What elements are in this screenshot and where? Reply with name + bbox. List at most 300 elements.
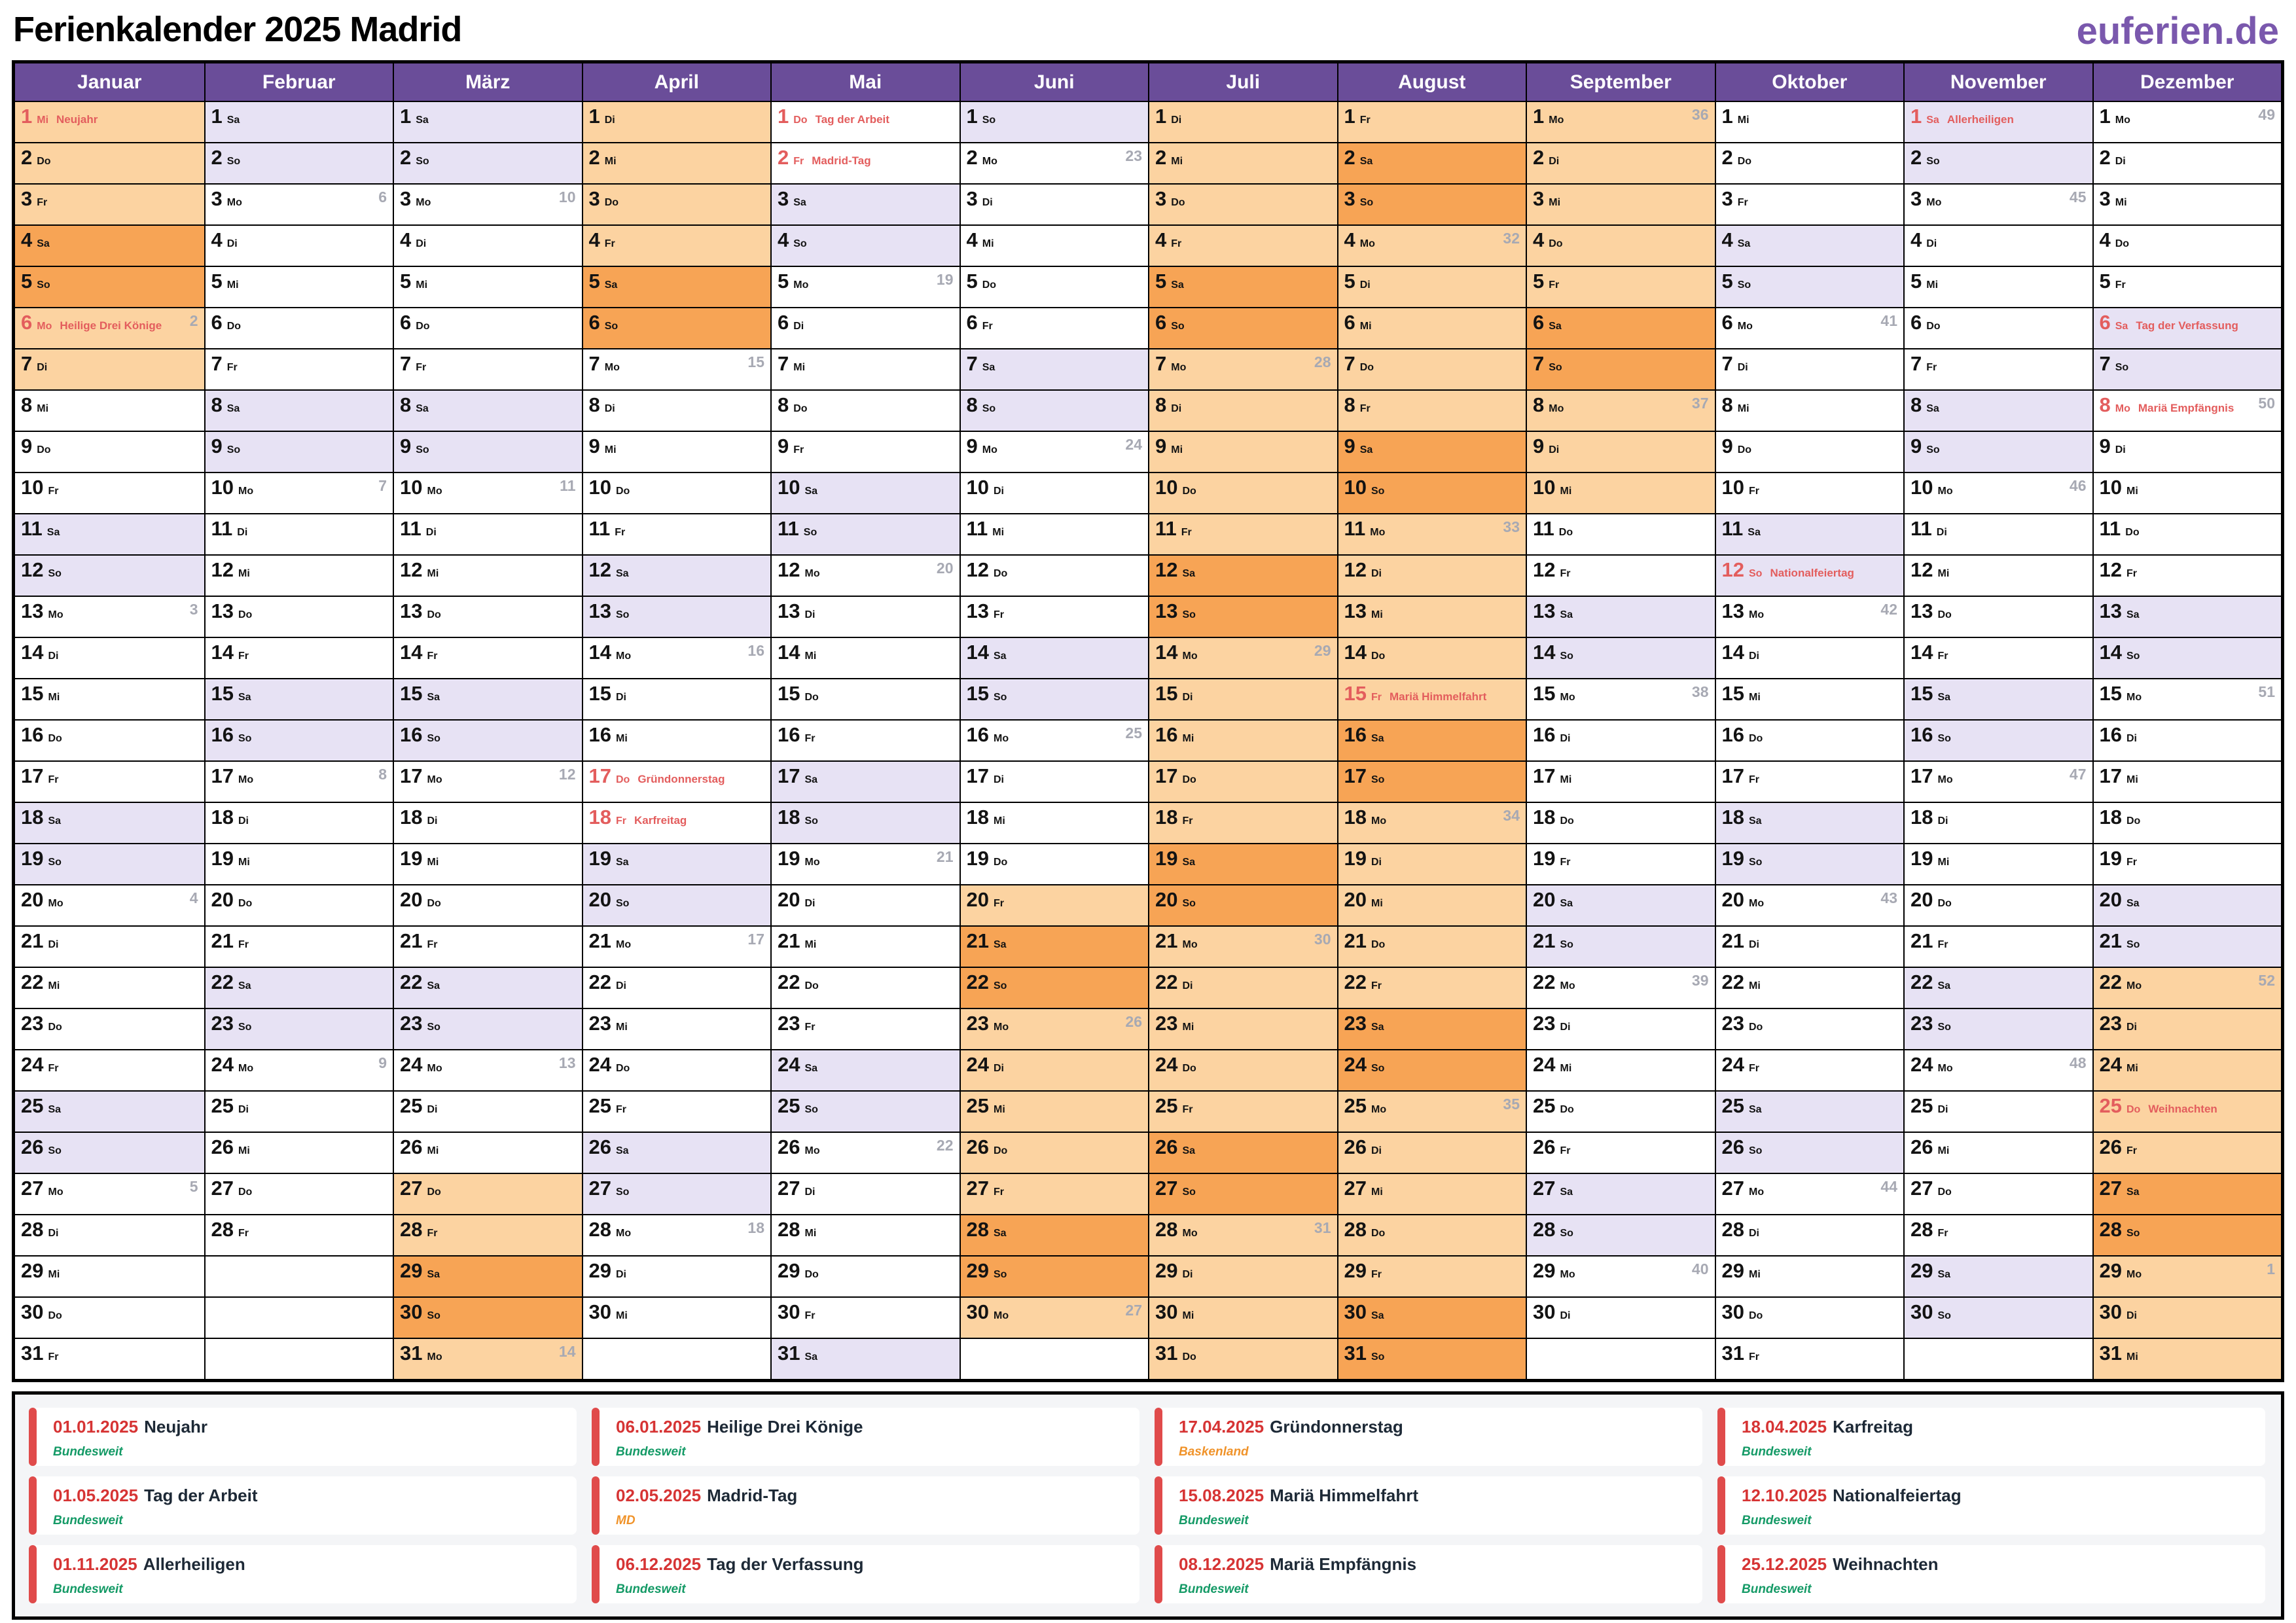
day-cell-februar-12 [206,554,393,596]
day-number: 13 [2099,599,2122,622]
legend-item [1719,1545,2265,1603]
day-number: 30 [2099,1300,2122,1323]
weekday-label: Fr [1937,939,1948,950]
weekday-label: Sa [416,115,429,126]
day-cell-mai-6 [772,307,960,348]
weekday-label: Do [37,156,51,167]
week-number: 43 [1880,889,1897,906]
day-number: 27 [778,1177,800,1200]
day-cell-februar-8 [206,389,393,431]
weekday-label: So [416,156,429,167]
weekday-label: Di [1560,733,1571,744]
legend-holiday-name: Allerheiligen [143,1554,245,1574]
day-cell-juli-24 [1149,1049,1337,1090]
day-number: 13 [21,599,44,622]
weekday-label: Di [1549,444,1560,455]
weekday-label: So [37,279,50,291]
day-cell-marz-23 [394,1008,582,1049]
legend-date: 12.10.2025 [1742,1486,1827,1505]
day-number: 19 [778,847,800,870]
weekday-label: Mi [238,568,250,579]
week-number: 16 [747,642,764,659]
weekday-label: Sa [2115,321,2128,332]
legend-date: 15.08.2025 [1179,1486,1265,1505]
day-cell-oktober-1 [1716,101,1904,142]
weekday-label: Fr [804,1022,816,1033]
weekday-label: Mo [993,1310,1009,1321]
day-cell-september-3 [1527,183,1715,224]
legend-region: Bundesweit [53,1514,123,1527]
day-cell-januar-9 [15,431,204,472]
day-cell-februar-20 [206,884,393,925]
day-cell-dezember-24 [2094,1049,2282,1090]
day-number: 16 [1344,723,1367,746]
day-cell-februar-2 [206,142,393,183]
day-number: 31 [1155,1342,1178,1364]
day-cell-dezember-28 [2094,1214,2282,1255]
day-cell-juni-21 [961,925,1149,967]
day-cell-november-10 [1905,472,2092,513]
weekday-label: Do [2126,815,2141,827]
legend-red-bar [592,1476,600,1535]
day-cell-februar-23 [206,1008,393,1049]
weekday-label: So [1182,609,1196,620]
day-cell-februar-28 [206,1214,393,1255]
weekday-label: Mo [238,486,254,497]
day-number: 7 [588,352,600,375]
day-number: 25 [1721,1094,1744,1117]
day-number: 8 [1533,393,1545,416]
weekday-label: Do [1371,939,1386,950]
day-number: 4 [400,228,412,251]
weekday-label: Mi [427,1145,439,1156]
weekday-label: Do [804,980,819,991]
day-number: 9 [400,435,412,457]
day-cell-marz-10 [394,472,582,513]
day-number: 26 [966,1135,989,1158]
weekday-label: Fr [238,939,249,950]
day-number: 26 [1344,1135,1367,1158]
weekday-label: Di [1549,156,1560,167]
weekday-label: Mi [2126,486,2138,497]
day-number: 18 [778,806,800,829]
weekday-label: Mo [804,857,820,868]
day-cell-juli-7 [1149,348,1337,389]
day-number: 31 [21,1342,44,1364]
day-cell-november-12 [1905,554,2092,596]
weekday-label: Mi [604,156,617,167]
day-cell-mai-2 [772,142,960,183]
weekday-label: So [615,898,630,909]
day-cell-dezember-5 [2094,266,2282,307]
day-cell-juli-25 [1149,1090,1337,1132]
day-number: 11 [21,517,43,540]
day-cell-oktober-14 [1716,637,1904,678]
day-cell-oktober-17 [1716,760,1904,802]
weekday-label: Sa [993,1228,1007,1239]
day-cell-juli-18 [1149,802,1337,843]
week-number: 37 [1691,395,1709,412]
weekday-label: Fr [604,238,615,249]
day-number: 26 [1721,1135,1744,1158]
weekday-label: Mo [2126,980,2142,991]
day-cell-august-16 [1338,719,1526,760]
day-cell-januar-24 [15,1049,204,1090]
legend-holiday-name: Mariä Himmelfahrt [1270,1486,1418,1505]
legend-red-bar [1155,1408,1162,1466]
weekday-label: So [1171,321,1185,332]
weekday-label: So [1926,156,1940,167]
legend-red-bar [1155,1545,1162,1603]
weekday-label: Di [2115,444,2126,455]
day-cell-februar-13 [206,596,393,637]
weekday-label: Do [1171,197,1185,208]
weekday-label: Mo [1748,609,1765,620]
day-number: 21 [1344,929,1367,952]
day-cell-dezember-21 [2094,925,2282,967]
day-cell-november-18 [1905,802,2092,843]
weekday-label: Sa [2126,609,2140,620]
weekday-label: Di [238,1104,249,1115]
weekday-label: Do [427,1186,441,1198]
legend-region: Bundesweit [1742,1582,1812,1596]
day-cell-juni-17 [961,760,1149,802]
weekday-label: Di [1371,568,1382,579]
weekday-label: Mi [1371,609,1383,620]
day-cell-april-15 [583,678,771,719]
day-cell-dezember-31 [2094,1338,2282,1379]
weekday-label: Fr [1560,857,1571,868]
weekday-label: Mo [1370,527,1386,538]
weekday-label: So [1937,1022,1951,1033]
day-number: 30 [1721,1300,1744,1323]
weekday-label: Mi [48,692,60,703]
legend-region: Bundesweit [1742,1514,1812,1527]
day-number: 27 [1533,1177,1556,1200]
weekday-label: So [615,609,630,620]
day-number: 13 [211,599,234,622]
weekday-label: Di [1737,362,1748,373]
day-cell-marz-8 [394,389,582,431]
day-cell-juli-22 [1149,967,1337,1008]
weekday-label: Fr [615,815,626,827]
weekday-label: Do [1937,898,1952,909]
legend-holiday-name: Karfreitag [1833,1417,1913,1436]
day-number: 29 [966,1259,989,1282]
day-cell-juli-26 [1149,1132,1337,1173]
day-number: 15 [1344,682,1367,705]
day-cell-september-17 [1527,760,1715,802]
weekday-label: Di [982,197,993,208]
day-cell-oktober-12 [1716,554,1904,596]
day-cell-mai-1 [772,101,960,142]
week-number: 33 [1503,518,1520,535]
day-cell-juni-2 [961,142,1149,183]
day-cell-juni-13 [961,596,1149,637]
day-number: 26 [1533,1135,1556,1158]
day-number: 7 [21,352,33,375]
weekday-label: Fr [427,651,438,662]
day-number: 28 [21,1218,44,1241]
day-cell-mai-18 [772,802,960,843]
day-number: 26 [1910,1135,1933,1158]
weekday-label: Fr [993,898,1004,909]
day-cell-mai-19 [772,843,960,884]
day-number: 20 [1533,888,1556,911]
day-cell-juni-12 [961,554,1149,596]
day-number: 4 [2099,228,2111,251]
legend-region: Bundesweit [53,1582,123,1596]
day-number: 23 [1533,1012,1556,1035]
day-number: 7 [1910,352,1922,375]
day-number: 31 [778,1342,800,1364]
day-cell-juni-6 [961,307,1149,348]
day-number: 22 [1910,971,1933,993]
week-number: 25 [1125,724,1142,741]
month-column-marz [393,63,582,1379]
day-cell-juli-21 [1149,925,1337,967]
day-cell-oktober-5 [1716,266,1904,307]
weekday-label: Do [1737,156,1752,167]
day-number: 27 [1344,1177,1367,1200]
day-number: 15 [1721,682,1744,705]
day-cell-september-6 [1527,307,1715,348]
weekday-label: Sa [1560,609,1573,620]
day-cell-april-25 [583,1090,771,1132]
weekday-label: Sa [1937,1269,1951,1280]
day-number: 9 [588,435,600,457]
day-number: 16 [778,723,800,746]
weekday-label: Fr [1359,403,1371,414]
weekday-label: Fr [982,321,993,332]
day-cell-februar-6 [206,307,393,348]
weekday-label: Mi [1171,156,1183,167]
day-number: 2 [211,146,223,169]
weekday-label: Do [1182,1351,1196,1363]
day-number: 8 [778,393,789,416]
holiday-label: Mariä Himmelfahrt [1389,690,1487,703]
day-cell-august-15 [1338,678,1526,719]
weekday-label: Mo [2126,1269,2142,1280]
day-cell-april-24 [583,1049,771,1090]
day-cell-januar-5 [15,266,204,307]
day-number: 15 [588,682,611,705]
weekday-label: So [1748,1145,1763,1156]
weekday-label: Sa [1748,527,1761,538]
day-number: 3 [1533,187,1545,210]
day-number: 19 [400,847,423,870]
day-cell-marz-2 [394,142,582,183]
day-number: 22 [778,971,800,993]
day-number: 10 [1344,476,1367,499]
weekday-label: Sa [1926,403,1939,414]
day-number: 29 [400,1259,423,1282]
weekday-label: Sa [1371,1022,1384,1033]
month-column-november [1903,63,2092,1379]
weekday-label: Mi [226,279,239,291]
day-cell-april-1 [583,101,771,142]
day-cell-juli-14 [1149,637,1337,678]
day-number: 27 [211,1177,234,1200]
day-number: 20 [1721,888,1744,911]
legend-red-bar [29,1408,37,1466]
day-cell-januar-4 [15,224,204,266]
day-cell-oktober-20 [1716,884,1904,925]
weekday-label: Di [1371,1145,1382,1156]
weekday-label: Do [48,1310,62,1321]
day-number: 28 [1721,1218,1744,1241]
day-cell-dezember-15 [2094,678,2282,719]
day-number: 30 [400,1300,423,1323]
day-number: 11 [400,517,422,540]
month-column-mai [770,63,960,1379]
day-cell-februar-4 [206,224,393,266]
week-number: 6 [378,188,387,205]
day-cell-januar-13 [15,596,204,637]
legend-region: MD [616,1514,636,1527]
day-cell-mai-5 [772,266,960,307]
weekday-label: Di [1937,1104,1948,1115]
weekday-label: Fr [1371,980,1382,991]
day-cell-april-28 [583,1214,771,1255]
day-cell-juni-18 [961,802,1149,843]
day-number: 30 [1344,1300,1367,1323]
day-number: 5 [1533,270,1545,293]
week-number: 42 [1880,601,1897,618]
weekday-label: Mo [238,774,254,785]
day-cell-oktober-7 [1716,348,1904,389]
weekday-label: Fr [804,1310,816,1321]
week-number: 23 [1125,147,1142,164]
day-number: 2 [1910,146,1922,169]
legend-date: 18.04.2025 [1742,1417,1827,1436]
day-number: 5 [1910,270,1922,293]
day-number: 2 [1344,146,1355,169]
weekday-label: Do [615,774,630,785]
weekday-label: Mo [1937,774,1953,785]
weekday-label: Mo [48,609,63,620]
weekday-label: Mi [1748,692,1761,703]
day-cell-dezember-14 [2094,637,2282,678]
weekday-label: Mo [982,156,997,167]
holiday-label: Weihnachten [2148,1103,2217,1115]
day-cell-empty [206,1255,393,1296]
day-cell-marz-19 [394,843,582,884]
weekday-label: Do [238,898,253,909]
day-number: 7 [2099,352,2111,375]
month-column-juli [1148,63,1337,1379]
day-cell-august-13 [1338,596,1526,637]
day-cell-februar-5 [206,266,393,307]
weekday-label: Do [1549,238,1563,249]
day-cell-oktober-21 [1716,925,1904,967]
day-number: 6 [211,311,223,334]
legend-date: 08.12.2025 [1179,1554,1265,1574]
weekday-label: Fr [1560,568,1571,579]
day-number: 2 [1533,146,1545,169]
day-cell-oktober-24 [1716,1049,1904,1090]
week-number: 39 [1691,972,1709,989]
day-cell-juni-27 [961,1173,1149,1214]
page-title: Ferienkalender 2025 Madrid [13,10,462,49]
day-number: 23 [400,1012,423,1035]
day-number: 26 [211,1135,234,1158]
day-number: 17 [588,764,611,787]
day-number: 5 [400,270,412,293]
day-cell-juni-22 [961,967,1149,1008]
weekday-label: Sa [427,1269,440,1280]
year-calendar-grid [12,60,2284,1382]
day-number: 8 [1344,393,1355,416]
weekday-label: So [1371,486,1385,497]
day-number: 9 [21,435,33,457]
weekday-label: So [604,321,619,332]
weekday-label: Di [2126,1310,2137,1321]
day-cell-oktober-2 [1716,142,1904,183]
day-cell-dezember-27 [2094,1173,2282,1214]
weekday-label: Fr [1371,1269,1382,1280]
weekday-label: So [1371,1063,1385,1074]
day-number: 25 [1533,1094,1556,1117]
day-number: 12 [400,558,423,581]
weekday-label: Fr [1371,692,1382,703]
week-number: 12 [558,766,576,783]
day-cell-januar-25 [15,1090,204,1132]
day-cell-februar-18 [206,802,393,843]
weekday-label: Mi [604,444,617,455]
weekday-label: Mi [804,651,817,662]
week-number: 1 [2267,1260,2275,1277]
weekday-label: Mo [1182,1228,1198,1239]
day-cell-januar-27 [15,1173,204,1214]
month-header-dezember: Dezember [2094,63,2282,101]
day-number: 2 [2099,146,2111,169]
day-number: 10 [2099,476,2122,499]
day-cell-juni-15 [961,678,1149,719]
weekday-label: Mi [37,403,49,414]
day-cell-dezember-16 [2094,719,2282,760]
weekday-label: Mi [1748,1269,1761,1280]
day-number: 4 [1533,228,1545,251]
day-number: 8 [966,393,978,416]
day-cell-november-22 [1905,967,2092,1008]
day-cell-april-19 [583,843,771,884]
weekday-label: Mi [1171,444,1183,455]
weekday-label: So [416,444,429,455]
weekday-label: Sa [604,279,618,291]
day-number: 21 [400,929,423,952]
day-cell-oktober-26 [1716,1132,1904,1173]
day-cell-juni-3 [961,183,1149,224]
weekday-label: Fr [1926,362,1937,373]
day-cell-september-7 [1527,348,1715,389]
legend-item [1157,1408,1702,1466]
day-number: 16 [400,723,423,746]
weekday-label: Mo [427,1351,442,1363]
day-cell-mai-25 [772,1090,960,1132]
day-cell-marz-9 [394,431,582,472]
day-cell-mai-27 [772,1173,960,1214]
weekday-label: Mo [2115,403,2130,414]
weekday-label: Do [2125,527,2140,538]
day-number: 15 [1155,682,1178,705]
day-cell-september-29 [1527,1255,1715,1296]
weekday-label: Fr [48,486,59,497]
weekday-label: Di [226,238,238,249]
day-number: 29 [21,1259,44,1282]
day-cell-august-29 [1338,1255,1526,1296]
day-number: 30 [21,1300,44,1323]
